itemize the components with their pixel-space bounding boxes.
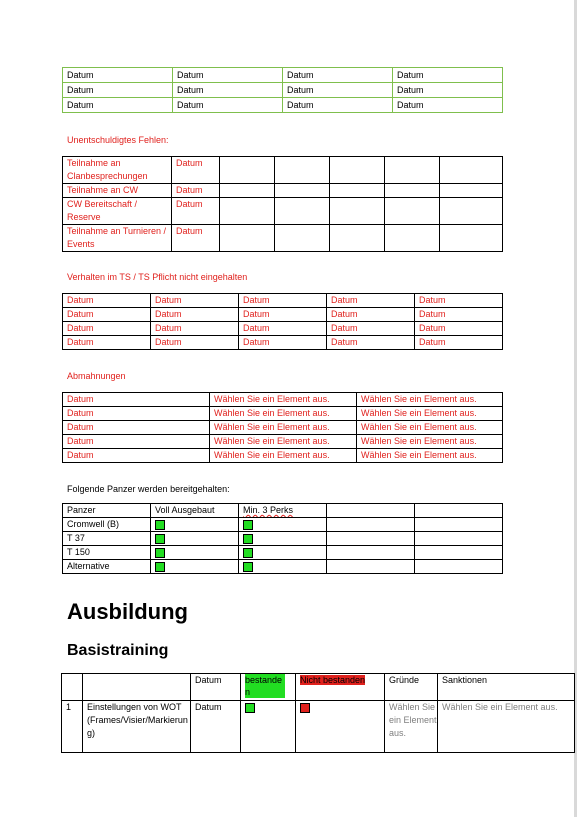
unexcused-label: CW Bereitschaft / Reserve (63, 198, 172, 225)
date-cell[interactable]: Datum (172, 225, 220, 252)
warnings-table (62, 392, 503, 463)
ts-behavior-heading: Verhalten im TS / TS Pflicht nicht eingehalten (67, 272, 248, 282)
table-row (63, 421, 503, 435)
date-cell[interactable]: Datum (172, 184, 220, 198)
date-cell[interactable]: Datum (63, 435, 210, 449)
tanks-table (62, 503, 503, 574)
date-cell[interactable]: Datum (415, 336, 503, 350)
date-cell[interactable]: Datum (63, 98, 173, 113)
table-row (63, 184, 503, 198)
table-row (63, 449, 503, 463)
training-header-datum: Datum (191, 674, 241, 701)
tank-name: Cromwell (B) (63, 518, 151, 532)
tank-name: Alternative (63, 560, 151, 574)
date-cell[interactable]: Datum (63, 294, 151, 308)
training-table (61, 673, 575, 753)
checkbox[interactable] (243, 534, 253, 544)
checkbox[interactable] (155, 534, 165, 544)
unexcused-label: Teilnahme an Clanbesprechungen (63, 157, 172, 184)
date-cell[interactable]: Datum (63, 393, 210, 407)
table-row (63, 407, 503, 421)
tanks-header-perks: Min. 3 Perks (239, 504, 327, 518)
date-cell[interactable]: Datum (63, 322, 151, 336)
table-row (63, 308, 503, 322)
table-row (63, 546, 503, 560)
table-row (63, 294, 503, 308)
unexcused-heading: Unentschuldigtes Fehlen: (67, 135, 169, 145)
checkbox[interactable] (243, 520, 253, 530)
table-row (63, 532, 503, 546)
date-cell[interactable]: Datum (283, 68, 393, 83)
tank-name: T 37 (63, 532, 151, 546)
date-cell[interactable]: Datum (283, 98, 393, 113)
date-cell[interactable]: Datum (63, 308, 151, 322)
date-cell[interactable]: Datum (327, 336, 415, 350)
choose-element-dropdown[interactable]: Wählen Sie ein Element aus. (210, 393, 357, 407)
date-cell[interactable]: Datum (327, 308, 415, 322)
date-cell[interactable]: Datum (415, 308, 503, 322)
page-title: Ausbildung (67, 599, 188, 624)
dates-table (62, 67, 503, 113)
date-cell[interactable]: Datum (239, 322, 327, 336)
choose-element-dropdown[interactable]: Wählen Sie ein Element aus. (210, 421, 357, 435)
table-row (63, 322, 503, 336)
sanctions-dropdown[interactable]: Wählen Sie ein Element aus. (438, 701, 575, 753)
warnings-heading: Abmahnungen (67, 371, 126, 381)
tanks-header-full: Voll Ausgebaut (151, 504, 239, 518)
date-cell[interactable]: Datum (63, 336, 151, 350)
ts-behavior-table (62, 293, 503, 350)
date-cell[interactable]: Datum (327, 294, 415, 308)
table-row (63, 336, 503, 350)
date-cell[interactable]: Datum (172, 157, 220, 184)
unexcused-table (62, 156, 503, 252)
choose-element-dropdown[interactable]: Wählen Sie ein Element aus. (210, 435, 357, 449)
date-cell[interactable]: Datum (151, 322, 239, 336)
checkbox[interactable] (155, 562, 165, 572)
table-row (62, 701, 575, 753)
table-row (63, 198, 503, 225)
date-cell[interactable]: Datum (63, 421, 210, 435)
checkbox[interactable] (155, 520, 165, 530)
date-cell[interactable]: Datum (151, 336, 239, 350)
row-number: 1 (62, 701, 83, 753)
choose-element-dropdown[interactable]: Wählen Sie ein Element aus. (357, 407, 503, 421)
reasons-dropdown[interactable]: Wählen Sie ein Element aus. (385, 701, 438, 753)
date-cell[interactable]: Datum (172, 198, 220, 225)
date-cell[interactable]: Datum (63, 68, 173, 83)
date-cell[interactable]: Datum (283, 83, 393, 98)
failed-checkbox[interactable] (300, 703, 310, 713)
tank-name: T 150 (63, 546, 151, 560)
date-cell[interactable]: Datum (415, 294, 503, 308)
tanks-header-panzer: Panzer (63, 504, 151, 518)
date-cell[interactable]: Datum (151, 294, 239, 308)
checkbox[interactable] (243, 548, 253, 558)
date-cell[interactable]: Datum (393, 68, 503, 83)
choose-element-dropdown[interactable]: Wählen Sie ein Element aus. (357, 393, 503, 407)
table-row (63, 435, 503, 449)
date-cell[interactable]: Datum (173, 98, 283, 113)
table-row (63, 98, 503, 113)
date-cell[interactable]: Datum (63, 407, 210, 421)
date-cell[interactable]: Datum (239, 336, 327, 350)
date-cell[interactable]: Datum (173, 68, 283, 83)
date-cell[interactable]: Datum (63, 449, 210, 463)
date-cell[interactable]: Datum (191, 701, 241, 753)
training-header-reasons: Gründe (385, 674, 438, 701)
date-cell[interactable]: Datum (327, 322, 415, 336)
training-header-passed: bestanden (241, 674, 296, 701)
choose-element-dropdown[interactable]: Wählen Sie ein Element aus. (357, 421, 503, 435)
section-title: Basistraining (67, 642, 169, 659)
passed-checkbox[interactable] (245, 703, 255, 713)
date-cell[interactable]: Datum (415, 322, 503, 336)
choose-element-dropdown[interactable]: Wählen Sie ein Element aus. (210, 449, 357, 463)
unexcused-label: Teilnahme an Turnieren / Events (63, 225, 172, 252)
unexcused-label: Teilnahme an CW (63, 184, 172, 198)
table-row (63, 504, 503, 518)
date-cell[interactable]: Datum (239, 308, 327, 322)
date-cell[interactable]: Datum (393, 98, 503, 113)
table-row (63, 68, 503, 83)
training-item-label: Einstellungen von WOT (Frames/Visier/Markierung) (83, 701, 191, 753)
date-cell[interactable]: Datum (239, 294, 327, 308)
date-cell[interactable]: Datum (173, 83, 283, 98)
date-cell[interactable]: Datum (151, 308, 239, 322)
table-row (63, 518, 503, 532)
table-row (63, 560, 503, 574)
checkbox[interactable] (243, 562, 253, 572)
choose-element-dropdown[interactable]: Wählen Sie ein Element aus. (210, 407, 357, 421)
training-header-failed: Nicht bestanden (296, 674, 385, 701)
choose-element-dropdown[interactable]: Wählen Sie ein Element aus. (357, 435, 503, 449)
date-cell[interactable]: Datum (393, 83, 503, 98)
training-header-sanctions: Sanktionen (438, 674, 575, 701)
table-row (62, 674, 575, 701)
date-cell[interactable]: Datum (63, 83, 173, 98)
tanks-heading: Folgende Panzer werden bereitgehalten: (67, 484, 230, 494)
table-row (63, 83, 503, 98)
checkbox[interactable] (155, 548, 165, 558)
table-row (63, 225, 503, 252)
table-row (63, 393, 503, 407)
table-row (63, 157, 503, 184)
choose-element-dropdown[interactable]: Wählen Sie ein Element aus. (357, 449, 503, 463)
